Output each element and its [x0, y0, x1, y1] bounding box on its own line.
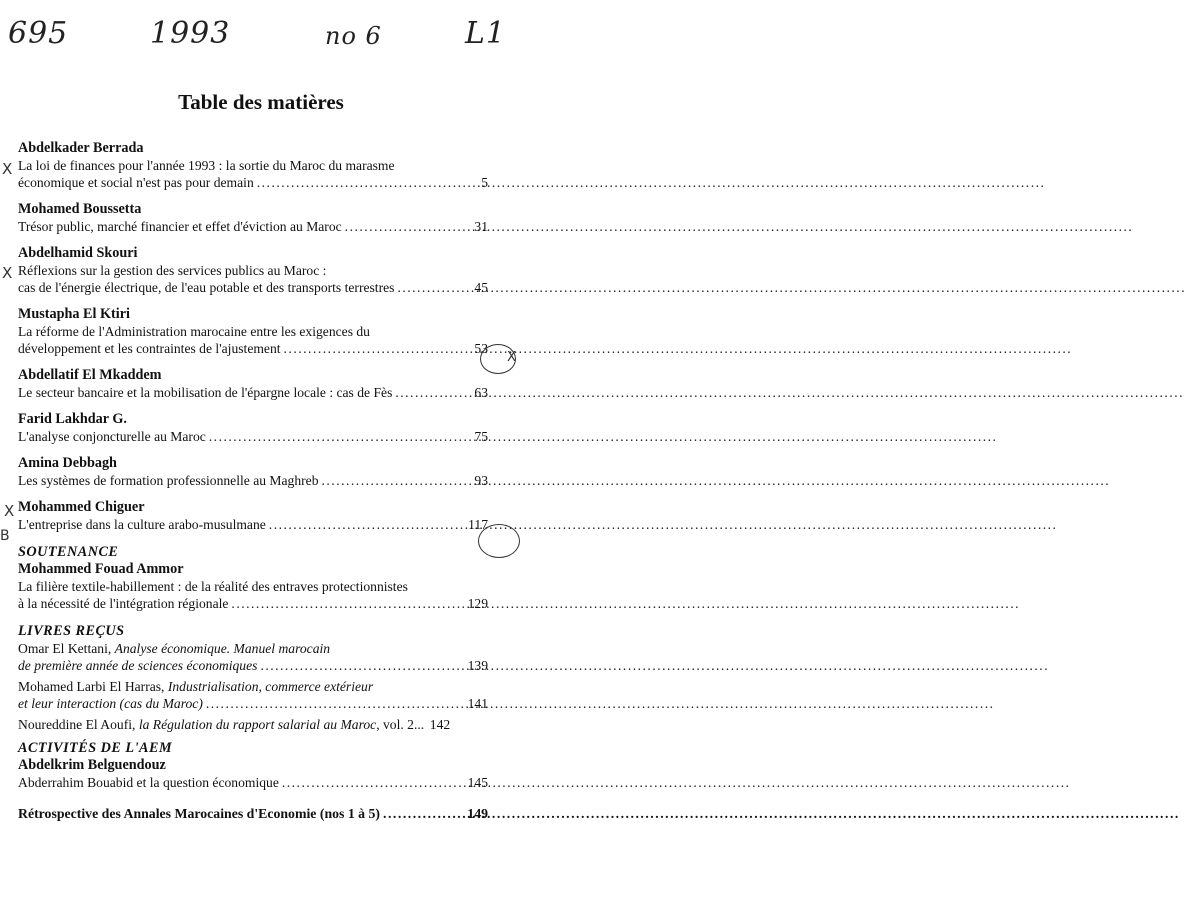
entry-title-line: L'entreprise dans la culture arabo-musulmane [18, 517, 266, 532]
page-number: 149 [467, 806, 488, 821]
handwritten-number-left: 695 [8, 16, 69, 51]
dot-leader [206, 695, 463, 712]
handwritten-issue-number: no 6 [325, 22, 382, 50]
book-title: Analyse économique. Manuel marocain [114, 641, 331, 656]
entry-author: Mustapha El Ktiri [18, 306, 130, 322]
dot-leader [209, 428, 463, 445]
dot-leader [395, 384, 463, 401]
page-number: 45 [474, 280, 488, 295]
toc-entry [18, 411, 488, 445]
entry-author: Abdelhamid Skouri [18, 245, 138, 261]
entry-title-line: cas de l'énergie électrique, de l'eau potable et des transports terrestres [18, 280, 395, 295]
entry-author: Mohamed Boussetta [18, 201, 142, 217]
section-livres-recus [18, 622, 488, 733]
entry-title-line: Rétrospective des Annales Marocaines d'Economie (nos 1 à 5) [18, 806, 381, 821]
book-author: Noureddine El Aoufi, [18, 717, 139, 732]
x-mark-icon: X [2, 264, 13, 282]
toc-entry [18, 140, 488, 191]
page-number: 5 [481, 175, 488, 190]
entry-author: Abdelkader Berrada [18, 140, 144, 156]
entry-title-line: Réflexions sur la gestion des services publics au Maroc : [18, 263, 327, 278]
dot-leader [322, 472, 464, 489]
handwritten-year: 1993 [150, 16, 231, 51]
section-heading: LIVRES REÇUS [18, 623, 125, 639]
entry-author: Abdellatif El Mkaddem [18, 367, 162, 383]
toc-entry [18, 367, 488, 401]
page-number: 31 [474, 219, 488, 234]
entry-title-line: L'analyse conjoncturelle au Maroc [18, 429, 206, 444]
toc-entry [18, 201, 488, 235]
entry-author: Abdelkrim Belguendouz [18, 757, 166, 773]
section-soutenance [18, 543, 488, 612]
page-number: 145 [467, 775, 488, 790]
dot-leader [282, 774, 463, 791]
dot-leader [231, 595, 463, 612]
entry-title-line: Les systèmes de formation professionnelle au Maghreb [18, 473, 319, 488]
book-title: la Régulation du rapport salarial au Maroc [138, 717, 377, 732]
entry-title-line: Le secteur bancaire et la mobilisation de l'épargne locale : cas de Fès [18, 385, 393, 400]
book-title: et leur interaction (cas du Maroc) [18, 696, 203, 711]
section-heading: ACTIVITÉS DE L'AEM [18, 740, 173, 756]
x-mark-icon: X [507, 350, 516, 365]
page-number: 139 [467, 658, 488, 673]
page-number: 63 [474, 385, 488, 400]
page-number: 141 [467, 696, 488, 711]
toc-entry-retrospective [18, 805, 488, 822]
book-author: Omar El Kettani, [18, 641, 115, 656]
table-of-contents [18, 140, 488, 832]
page-number: 75 [474, 429, 488, 444]
page-number: 142 [429, 717, 451, 732]
entry-title-line: La loi de finances pour l'année 1993 : la sortie du Maroc du marasme [18, 158, 395, 173]
book-author: Mohamed Larbi El Harras, [18, 679, 168, 694]
toc-entry [18, 306, 488, 357]
book-title: de première année de sciences économiques [18, 658, 258, 673]
entry-title-line: Trésor public, marché financier et effet d'éviction au Maroc [18, 219, 342, 234]
entry-title-line: Abderrahim Bouabid et la question économique [18, 775, 279, 790]
entry-author: Farid Lakhdar G. [18, 411, 127, 427]
section-activites [18, 739, 488, 791]
page-number: 117 [468, 517, 488, 532]
dot-leader [257, 174, 463, 191]
circle-annotation-icon [480, 344, 516, 374]
entry-title-line: à la nécessité de l'intégration régionale [18, 596, 229, 611]
entry-title-line: La réforme de l'Administration marocaine entre les exigences du [18, 324, 370, 339]
page-number: 53 [474, 341, 488, 356]
dot-leader [345, 218, 463, 235]
toc-entry [18, 499, 488, 533]
handwritten-mark-right: L1 [465, 16, 507, 51]
b-mark-icon: B [0, 528, 10, 544]
entry-author: Amina Debbagh [18, 455, 117, 471]
entry-author: Mohammed Fouad Ammor [18, 561, 184, 577]
book-volume: , vol. 2... [376, 717, 425, 732]
page-title: Table des matières [178, 90, 344, 114]
dot-leader [260, 657, 463, 674]
entry-title-line: économique et social n'est pas pour demain [18, 175, 254, 190]
dot-leader [383, 805, 463, 822]
dot-leader [397, 279, 463, 296]
toc-entry [18, 245, 488, 296]
page-number: 129 [467, 596, 488, 611]
x-mark-icon: X [2, 160, 13, 178]
book-title: Industrialisation, commerce extérieur [167, 679, 374, 694]
dot-leader [269, 516, 463, 533]
dot-leader [284, 340, 463, 357]
entry-author: Mohammed Chiguer [18, 499, 145, 515]
page-number: 93 [474, 473, 488, 488]
circle-annotation-icon [478, 524, 520, 558]
x-mark-icon: X [4, 502, 15, 520]
toc-entry [18, 455, 488, 489]
entry-title-line: La filière textile-habillement : de la réalité des entraves protectionnistes [18, 579, 408, 594]
entry-title-line: développement et les contraintes de l'ajustement [18, 341, 281, 356]
section-heading: SOUTENANCE [18, 544, 119, 560]
